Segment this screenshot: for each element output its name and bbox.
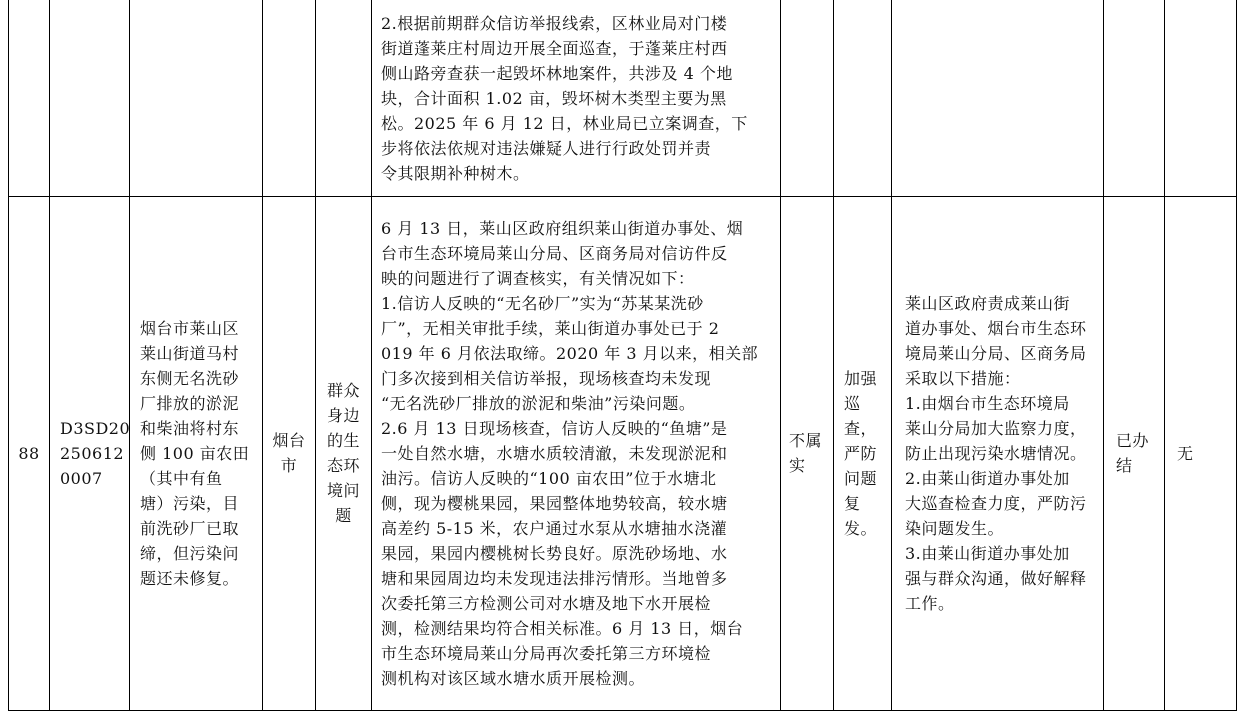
cell-status [1104, 0, 1165, 196]
findings-text: 6 月 13 日，莱山区政府组织莱山街道办事处、烟 台市生态环境局莱山分局、区商务局对信访件反 映的问题进行了调查核实，有关情况如下： 1.信访人反映的“无名砂厂”实为“苏某某洗砂 厂”，无相关审批手续，莱山街道办事处已于 2 019 年 6 月依法取缔。2020 年 3 月以来，相关部 门多次接到相关信访举报，现场核查均未发现 “无名洗砂厂排放的淤泥和柴油”污染问题。 2.6 月 13 日现场核查，信访人反映的“鱼塘”是 一处自然水塘，水塘水质较清澈，未发现淤泥和 油污。信访人反映的“100 亩农田”位于水塘北 侧，现为樱桃果园，果园整体地势较高，较水塘 高差约 5-15 米，农户通过水泵从水塘抽水浇灌 果园，果园内樱桃树长势良好。原洗砂场地、水 塘和果园周边均未发现违法排污情形。当地曾多 次委托第三方检测公司对水塘及地下水开展检 测，检测结果均符合相关标准。6 月 13 日，烟台 市生态环境局莱山分局再次委托第三方环境检 测机构对该区域水塘水质开展检测。 [381, 218, 759, 688]
case-id: D3SD20 250612 0007 [60, 418, 131, 488]
measures-text: 加强 巡 查， 严防 问题 复 发。 [844, 368, 878, 538]
cell-measures [834, 0, 892, 196]
table-row-88 [8, 196, 1237, 711]
cell-category [316, 196, 372, 710]
cell-case-id [50, 196, 130, 710]
cell-case-id [50, 0, 130, 196]
cell-accountability [1165, 196, 1237, 710]
cell-no [9, 196, 50, 710]
cell-verdict [781, 0, 834, 196]
cell-complaint [130, 196, 263, 710]
cell-handling [892, 196, 1104, 710]
accountability-text: 无 [1177, 443, 1194, 463]
cell-verdict [781, 196, 834, 710]
cell-findings [372, 0, 781, 196]
cell-complaint [130, 0, 263, 196]
handling-text: 莱山区政府责成莱山街 道办事处、烟台市生态环 境局莱山分局、区商务局 采取以下措施： 1.由烟台市生态环境局 莱山分局加大监察力度， 防止出现污染水塘情况。 2.由莱山街道办事处加 大巡查检查力度，严防污 染问题发生。 3.由莱山街道办事处加 强与群众沟通，做好解释 工作。 [905, 293, 1087, 613]
findings-text: 2.根据前期群众信访举报线索，区林业局对门楼 街道蓬莱庄村周边开展全面巡查，于蓬莱庄村西 侧山路旁查获一起毁坏林地案件，共涉及 4 个地 块，合计面积 1.02 亩，毁坏树木类型主要为黑 松。2025 年 6 月 12 日，林业局已立案调查，下 步将依法依规对违法嫌疑人进行行政处罚并责 令其限期补种树木。 [381, 13, 748, 183]
table-row-continuation [8, 0, 1237, 197]
verdict-text: 不属 实 [789, 431, 823, 475]
complaint-text: 烟台市莱山区 莱山街道马村 东侧无名洗砂 厂排放的淤泥 和柴油将村东 侧 100 亩农田 （其中有鱼 塘）污染，目 前洗砂厂已取 缔，但污染问 题还未修复。 [140, 318, 250, 588]
region-text: 烟台 市 [272, 431, 306, 475]
status-text: 已办 结 [1116, 431, 1150, 475]
cell-category [316, 0, 372, 196]
cell-status [1104, 196, 1165, 710]
cell-handling [892, 0, 1104, 196]
cell-findings [372, 196, 781, 710]
cell-accountability [1165, 0, 1237, 196]
cell-measures [834, 196, 892, 710]
cell-region [263, 0, 316, 196]
complaint-table [8, 0, 1236, 712]
row-number: 88 [18, 443, 40, 463]
cell-region [263, 196, 316, 710]
category-text: 群众 身边 的生 态环 境问 题 [326, 381, 360, 525]
cell-no [9, 0, 50, 196]
